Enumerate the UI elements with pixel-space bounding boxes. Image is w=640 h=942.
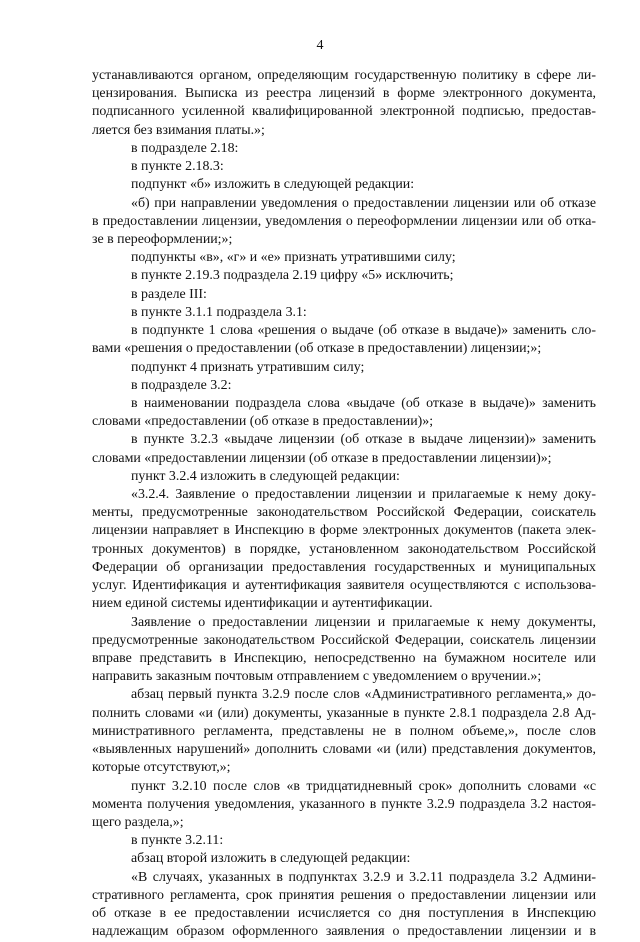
text-line: щего раздела,»;	[92, 814, 184, 830]
text-line: в предоставлении лицензии, уведомления о переоформлении лицензии или об отка-	[92, 213, 596, 229]
text-line: в пункте 2.19.3 подраздела 2.19 цифру «5» исключить;	[131, 268, 454, 284]
text-line: в подпункте 1 слова «решения о выдаче (об отказе в выдаче)» заменить сло-	[131, 323, 596, 339]
text-line: которые отсутствуют,»;	[92, 760, 231, 776]
text-line: в пункте 2.18.3:	[131, 159, 224, 175]
text-line: в наименовании подраздела слова «выдаче (об отказе в выдаче)» заменить	[131, 395, 596, 411]
text-line: зе в переоформлении;»;	[92, 231, 233, 247]
text-line: цензирования. Выписка из реестра лицензий в форме электронного документа,	[92, 86, 596, 102]
text-line: словами «предоставлении (об отказе в предоставлении)»;	[92, 414, 434, 430]
text-line: в пункте 3.2.11:	[131, 833, 224, 849]
text-line: надлежащим образом оформленного заявления о предоставлении лицензии и в	[92, 924, 596, 940]
text-line: тронных документов) в порядке, установленном законодательством Российской	[92, 541, 596, 557]
text-line: вами «решения о предоставлении (об отказе в предоставлении) лицензии;»;	[92, 341, 542, 357]
text-line: в подразделе 3.2:	[131, 377, 232, 393]
text-line: момента получения уведомления, указанного в пункте 3.2.9 подраздела 3.2 настоя-	[92, 796, 596, 812]
text-line: Федерации об организации предоставления государственных и муниципальных	[92, 559, 596, 575]
text-line: об отказе в ее предоставлении исчисляется со дня поступления в Инспекцию	[92, 906, 596, 922]
text-line: менты, предусмотренные законодательством Российской Федерации, соискатель	[92, 505, 596, 521]
text-line: подписанного усиленной квалифицированной электронной подписью, предостав-	[92, 104, 596, 120]
text-line: устанавливаются органом, определяющим государственную политику в сфере ли-	[92, 68, 596, 83]
text-line: направить заказным почтовым отправлением с уведомлением о вручении.»;	[92, 669, 542, 685]
text-line: подпункты «в», «г» и «е» признать утратившими силу;	[131, 250, 456, 266]
text-line: «3.2.4. Заявление о предоставлении лицензии и прилагаемые к нему доку-	[131, 487, 596, 503]
text-line: в разделе III:	[131, 286, 207, 302]
text-line: в пункте 3.2.3 «выдаче лицензии (об отказе в выдаче лицензии)» заменить	[131, 432, 596, 448]
text-line: Заявление о предоставлении лицензии и прилагаемые к нему документы,	[131, 614, 596, 630]
text-line: абзац второй изложить в следующей редакции:	[131, 851, 411, 867]
page-number: 4	[316, 38, 324, 53]
text-line: «б) при направлении уведомления о предоставлении лицензии или об отказе	[131, 195, 596, 211]
text-line: пункт 3.2.10 после слов «в тридцатидневный срок» дополнить словами «с	[131, 778, 596, 794]
text-line: нием единой системы идентификации и аутентификации.	[92, 596, 433, 612]
text-line: предусмотренные законодательством Российской Федерации, соискатель лицензии	[92, 632, 596, 648]
text-line: вправе представить в Инспекцию, непосредственно на бумажном носителе или	[92, 651, 596, 666]
text-line: «выявленных нарушений» дополнить словами «и (или) представления документов,	[92, 742, 596, 758]
text-line: пункт 3.2.4 изложить в следующей редакции:	[131, 468, 400, 484]
text-line: словами «предоставлении лицензии (об отказе в предоставлении лицензии)»;	[92, 450, 552, 466]
text-line: абзац первый пункта 3.2.9 после слов «Административного регламента,» до-	[131, 687, 596, 703]
text-line: в пункте 3.1.1 подраздела 3.1:	[131, 304, 307, 320]
text-line: полнить словами «и (или) документы, указанные в пункте 2.8.1 подраздела 2.8 Ад-	[92, 705, 596, 721]
text-line: подпункт «б» изложить в следующей редакции:	[131, 177, 415, 193]
text-line: подпункт 4 признать утратившим силу;	[131, 359, 365, 375]
text-line: в подразделе 2.18:	[131, 140, 239, 156]
text-line: услуг. Идентификация и аутентификация заявителя осуществляются с использова-	[92, 578, 596, 594]
text-line: министративного регламента, представлены не в полном объеме,», после слов	[92, 723, 596, 739]
text-line: «В случаях, указанных в подпунктах 3.2.9 и 3.2.11 подраздела 3.2 Админи-	[131, 869, 596, 885]
text-line: лицензии направляет в Инспекцию в форме электронных документов (пакета элек-	[92, 523, 596, 539]
text-line: стративного регламента, срок принятия решения о предоставлении лицензии или	[92, 887, 596, 903]
text-line: ляется без взимания платы.»;	[92, 122, 265, 138]
document-body	[92, 67, 596, 942]
